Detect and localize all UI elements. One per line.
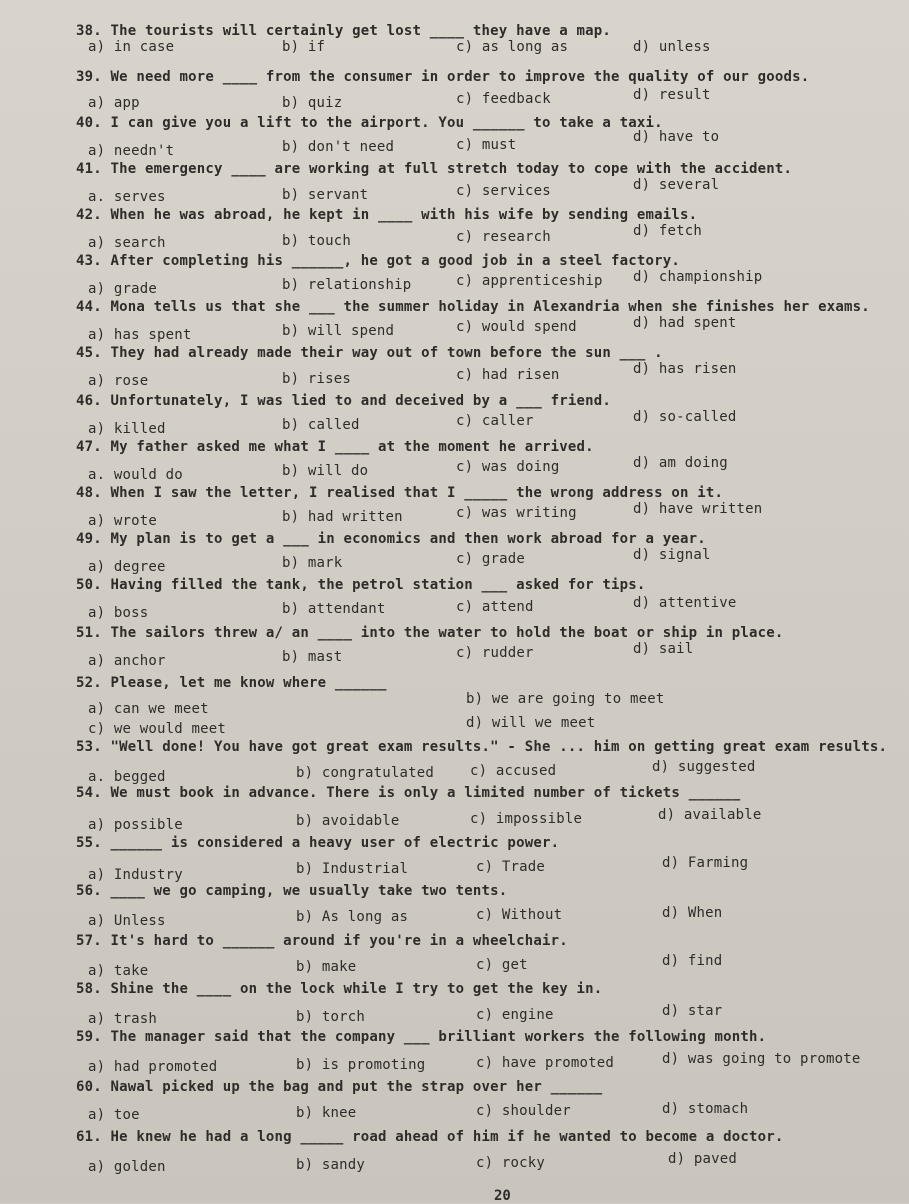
question-44: 44. Mona tells us that she ___ the summer holiday in Alexandria when she finishes her exams.	[76, 299, 870, 315]
option-50-a: a) boss	[88, 605, 149, 621]
option-56-c: c) Without	[476, 907, 563, 923]
option-44-d: d) had spent	[633, 315, 737, 331]
option-43-a: a) grade	[88, 281, 158, 297]
option-55-c: c) Trade	[476, 859, 546, 875]
option-42-d: d) fetch	[633, 223, 703, 239]
option-50-d: d) attentive	[633, 595, 737, 611]
option-51-b: b) mast	[282, 649, 343, 665]
question-49: 49. My plan is to get a ___ in economics and then work abroad for a year.	[76, 531, 706, 547]
option-57-d: d) find	[662, 953, 723, 969]
question-38: 38. The tourists will certainly get lost ____ they have a map.	[76, 23, 611, 39]
option-53-b: b) congratulated	[296, 765, 435, 781]
option-42-a: a) search	[88, 235, 166, 251]
option-47-c: c) was doing	[456, 459, 560, 475]
option-49-c: c) grade	[456, 551, 526, 567]
option-40-d: d) have to	[633, 129, 720, 145]
option-41-b: b) servant	[282, 187, 369, 203]
option-47-a: a. would do	[88, 467, 183, 483]
option-59-d: d) was going to promote	[662, 1051, 861, 1067]
option-39-a: a) app	[88, 95, 140, 111]
option-47-d: d) am doing	[633, 455, 728, 471]
question-54: 54. We must book in advance. There is only a limited number of tickets ______	[76, 785, 741, 801]
page-number: 20	[494, 1188, 511, 1204]
question-60: 60. Nawal picked up the bag and put the strap over her ______	[76, 1079, 603, 1095]
option-42-b: b) touch	[282, 233, 352, 249]
question-53: 53. "Well done! You have got great exam results." - She ... him on getting great exam results.	[76, 739, 888, 755]
option-53-d: d) suggested	[652, 759, 756, 775]
option-48-a: a) wrote	[88, 513, 158, 529]
option-52-a: a) can we meet	[88, 701, 209, 717]
option-38-b: b) if	[282, 39, 326, 55]
option-49-b: b) mark	[282, 555, 343, 571]
option-55-d: d) Farming	[662, 855, 749, 871]
option-60-d: d) stomach	[662, 1101, 749, 1117]
option-40-c: c) must	[456, 137, 517, 153]
option-50-c: c) attend	[456, 599, 534, 615]
option-45-d: d) has risen	[633, 361, 737, 377]
option-55-a: a) Industry	[88, 867, 183, 883]
option-48-d: d) have written	[633, 501, 763, 517]
question-58: 58. Shine the ____ on the lock while I try to get the key in.	[76, 981, 603, 997]
option-38-d: d) unless	[633, 39, 711, 55]
option-53-c: c) accused	[470, 763, 557, 779]
option-61-a: a) golden	[88, 1159, 166, 1175]
question-61: 61. He knew he had a long _____ road ahead of him if he wanted to become a doctor.	[76, 1129, 784, 1145]
option-59-a: a) had promoted	[88, 1059, 218, 1075]
option-38-a: a) in case	[88, 39, 175, 55]
option-51-d: d) sail	[633, 641, 694, 657]
option-40-a: a) needn't	[88, 143, 175, 159]
option-52-b: b) we are going to meet	[466, 691, 665, 707]
option-49-d: d) signal	[633, 547, 711, 563]
option-56-a: a) Unless	[88, 913, 166, 929]
option-43-b: b) relationship	[282, 277, 412, 293]
option-44-b: b) will spend	[282, 323, 395, 339]
option-61-d: d) paved	[668, 1151, 738, 1167]
option-48-c: c) was writing	[456, 505, 577, 521]
option-58-a: a) trash	[88, 1011, 158, 1027]
option-54-d: d) available	[658, 807, 762, 823]
option-50-b: b) attendant	[282, 601, 386, 617]
option-51-a: a) anchor	[88, 653, 166, 669]
option-43-d: d) championship	[633, 269, 763, 285]
question-45: 45. They had already made their way out of town before the sun ___ .	[76, 345, 663, 361]
option-56-d: d) When	[662, 905, 723, 921]
option-41-c: c) services	[456, 183, 551, 199]
option-54-b: b) avoidable	[296, 813, 400, 829]
question-59: 59. The manager said that the company ___ brilliant workers the following month.	[76, 1029, 767, 1045]
option-39-b: b) quiz	[282, 95, 343, 111]
option-61-b: b) sandy	[296, 1157, 366, 1173]
question-55: 55. ______ is considered a heavy user of electric power.	[76, 835, 560, 851]
question-42: 42. When he was abroad, he kept in ____ with his wife by sending emails.	[76, 207, 698, 223]
question-56: 56. ____ we go camping, we usually take two tents.	[76, 883, 508, 899]
question-39: 39. We need more ____ from the consumer in order to improve the quality of our goods.	[76, 69, 810, 85]
question-41: 41. The emergency ____ are working at full stretch today to cope with the accident.	[76, 161, 793, 177]
option-41-d: d) several	[633, 177, 720, 193]
option-52-c: c) we would meet	[88, 721, 227, 737]
question-47: 47. My father asked me what I ____ at the moment he arrived.	[76, 439, 594, 455]
question-50: 50. Having filled the tank, the petrol station ___ asked for tips.	[76, 577, 646, 593]
option-44-a: a) has spent	[88, 327, 192, 343]
option-39-c: c) feedback	[456, 91, 551, 107]
option-45-c: c) had risen	[456, 367, 560, 383]
option-59-c: c) have promoted	[476, 1055, 615, 1071]
option-56-b: b) As long as	[296, 909, 409, 925]
option-57-b: b) make	[296, 959, 357, 975]
option-42-c: c) research	[456, 229, 551, 245]
option-54-c: c) impossible	[470, 811, 583, 827]
option-58-c: c) engine	[476, 1007, 554, 1023]
option-43-c: c) apprenticeship	[456, 273, 603, 289]
option-41-a: a. serves	[88, 189, 166, 205]
question-51: 51. The sailors threw a/ an ____ into the water to hold the boat or ship in place.	[76, 625, 784, 641]
option-60-b: b) knee	[296, 1105, 357, 1121]
option-44-c: c) would spend	[456, 319, 577, 335]
option-40-b: b) don't need	[282, 139, 395, 155]
option-46-c: c) caller	[456, 413, 534, 429]
option-60-a: a) toe	[88, 1107, 140, 1123]
option-45-b: b) rises	[282, 371, 352, 387]
option-60-c: c) shoulder	[476, 1103, 571, 1119]
question-40: 40. I can give you a lift to the airport. You ______ to take a taxi.	[76, 115, 663, 131]
option-53-a: a. begged	[88, 769, 166, 785]
option-48-b: b) had written	[282, 509, 403, 525]
option-45-a: a) rose	[88, 373, 149, 389]
option-39-d: d) result	[633, 87, 711, 103]
question-48: 48. When I saw the letter, I realised that I _____ the wrong address on it.	[76, 485, 724, 501]
option-49-a: a) degree	[88, 559, 166, 575]
option-46-b: b) called	[282, 417, 360, 433]
option-52-d: d) will we meet	[466, 715, 596, 731]
question-43: 43. After completing his ______, he got a good job in a steel factory.	[76, 253, 681, 269]
option-51-c: c) rudder	[456, 645, 534, 661]
option-58-b: b) torch	[296, 1009, 366, 1025]
option-54-a: a) possible	[88, 817, 183, 833]
option-46-d: d) so-called	[633, 409, 737, 425]
option-57-c: c) get	[476, 957, 528, 973]
option-55-b: b) Industrial	[296, 861, 409, 877]
option-58-d: d) star	[662, 1003, 723, 1019]
option-46-a: a) killed	[88, 421, 166, 437]
question-46: 46. Unfortunately, I was lied to and deceived by a ___ friend.	[76, 393, 611, 409]
option-47-b: b) will do	[282, 463, 369, 479]
option-59-b: b) is promoting	[296, 1057, 426, 1073]
question-57: 57. It's hard to ______ around if you're in a wheelchair.	[76, 933, 568, 949]
question-52: 52. Please, let me know where ______	[76, 675, 387, 691]
option-61-c: c) rocky	[476, 1155, 546, 1171]
option-57-a: a) take	[88, 963, 149, 979]
option-38-c: c) as long as	[456, 39, 569, 55]
